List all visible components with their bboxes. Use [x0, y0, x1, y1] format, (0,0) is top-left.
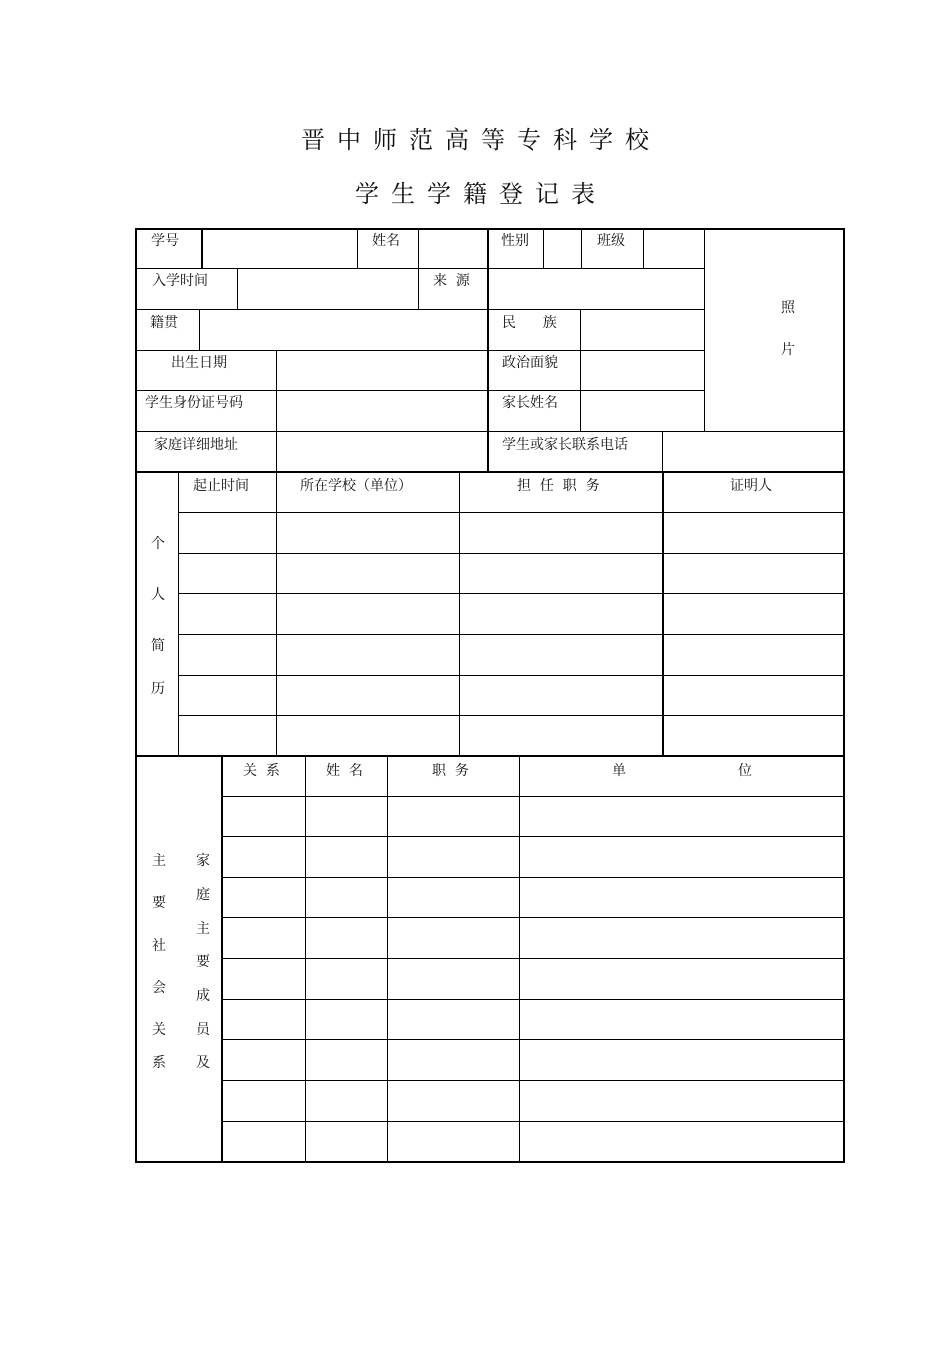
label-native-place: 籍贯: [150, 315, 178, 331]
label-home-address: 家庭详细地址: [154, 437, 238, 453]
label-id-number: 学生身份证号码: [145, 395, 243, 411]
label-student-no: 学号: [151, 233, 179, 249]
resume-col-school: 所在学校（单位）: [300, 478, 412, 494]
school-title: 晋中师范高等专科学校: [301, 126, 661, 154]
family-col-name: 姓 名: [326, 763, 363, 779]
label-photo-1: 照: [781, 300, 795, 316]
label-birth-date: 出生日期: [171, 355, 227, 371]
family-col-position: 职 务: [432, 763, 469, 779]
resume-col-witness: 证明人: [730, 478, 772, 494]
label-source: 来 源: [433, 273, 470, 289]
form-title: 学生学籍登记表: [355, 180, 607, 208]
label-parent-name: 家长姓名: [502, 395, 558, 411]
label-photo-2: 片: [781, 342, 795, 358]
family-col-relation: 关 系: [243, 763, 280, 779]
family-col-unit-1: 单: [612, 763, 626, 779]
label-enroll-time: 入学时间: [152, 273, 208, 289]
resume-col-period: 起止时间: [193, 478, 249, 494]
family-col-unit-2: 位: [738, 763, 752, 779]
label-ethnicity: 民 族: [502, 315, 557, 331]
resume-col-position: 担 任 职 务: [517, 478, 600, 494]
label-phone: 学生或家长联系电话: [502, 437, 628, 453]
label-gender: 性别: [501, 233, 529, 249]
label-class: 班级: [597, 233, 625, 249]
label-political-status: 政治面貌: [502, 355, 558, 371]
label-name: 姓名: [372, 233, 400, 249]
registration-form-table: [135, 228, 845, 1163]
